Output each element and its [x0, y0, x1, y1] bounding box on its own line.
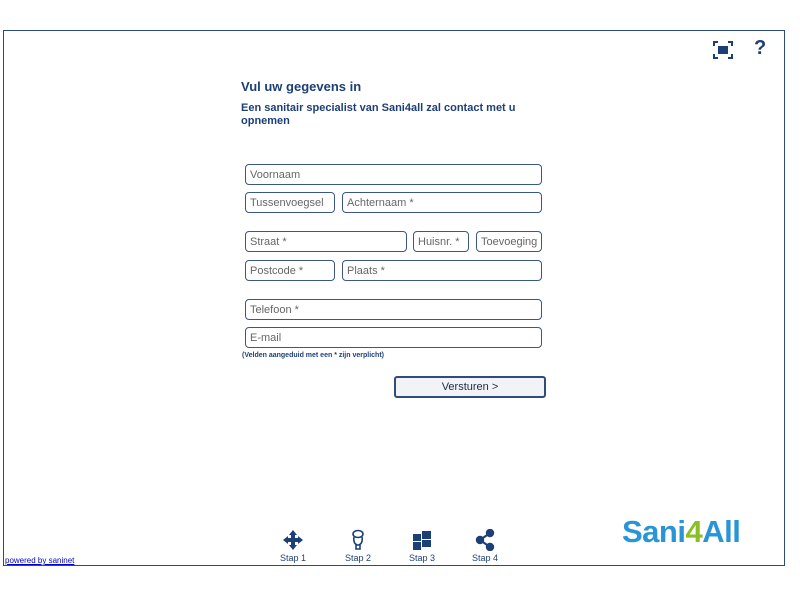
- share-icon: [474, 529, 496, 551]
- email-input[interactable]: [245, 327, 542, 348]
- required-note: (Velden aangeduid met een * zijn verplicht): [242, 352, 384, 359]
- help-icon[interactable]: ?: [754, 37, 767, 59]
- postcode-input[interactable]: [245, 260, 335, 281]
- achternaam-input[interactable]: [342, 192, 542, 213]
- step-1-label: Stap 1: [279, 553, 307, 563]
- tussenvoegsel-input[interactable]: [245, 192, 335, 213]
- form-subtitle: Een sanitair specialist van Sani4all zal contact met u opnemen: [241, 102, 516, 127]
- powered-by-link[interactable]: powered by saninet: [5, 556, 75, 565]
- contact-form-header: [241, 79, 546, 128]
- telefoon-input[interactable]: [245, 299, 542, 320]
- submit-button[interactable]: Versturen >: [394, 376, 546, 398]
- step-4-label: Stap 4: [471, 553, 499, 563]
- step-3-label: Stap 3: [408, 553, 436, 563]
- form-title: Vul uw gegevens in: [241, 79, 362, 94]
- tiles-icon: [411, 529, 433, 551]
- straat-input[interactable]: [245, 231, 407, 252]
- voornaam-input[interactable]: [245, 164, 542, 185]
- sani4all-logo: [622, 514, 740, 550]
- toevoeging-input[interactable]: [476, 231, 542, 252]
- step-3[interactable]: [402, 529, 442, 563]
- step-2-label: Stap 2: [344, 553, 372, 563]
- fullscreen-icon[interactable]: [713, 41, 733, 59]
- logo-text-sani: Sani: [622, 514, 686, 549]
- toilet-icon: [347, 529, 369, 551]
- huisnr-input[interactable]: [413, 231, 469, 252]
- plaats-input[interactable]: [342, 260, 542, 281]
- move-arrows-icon: [282, 529, 304, 551]
- step-4[interactable]: [465, 529, 505, 563]
- step-1[interactable]: [273, 529, 313, 563]
- step-2[interactable]: [338, 529, 378, 563]
- logo-text-four: 4: [685, 514, 703, 549]
- logo-text-all: All: [702, 514, 741, 549]
